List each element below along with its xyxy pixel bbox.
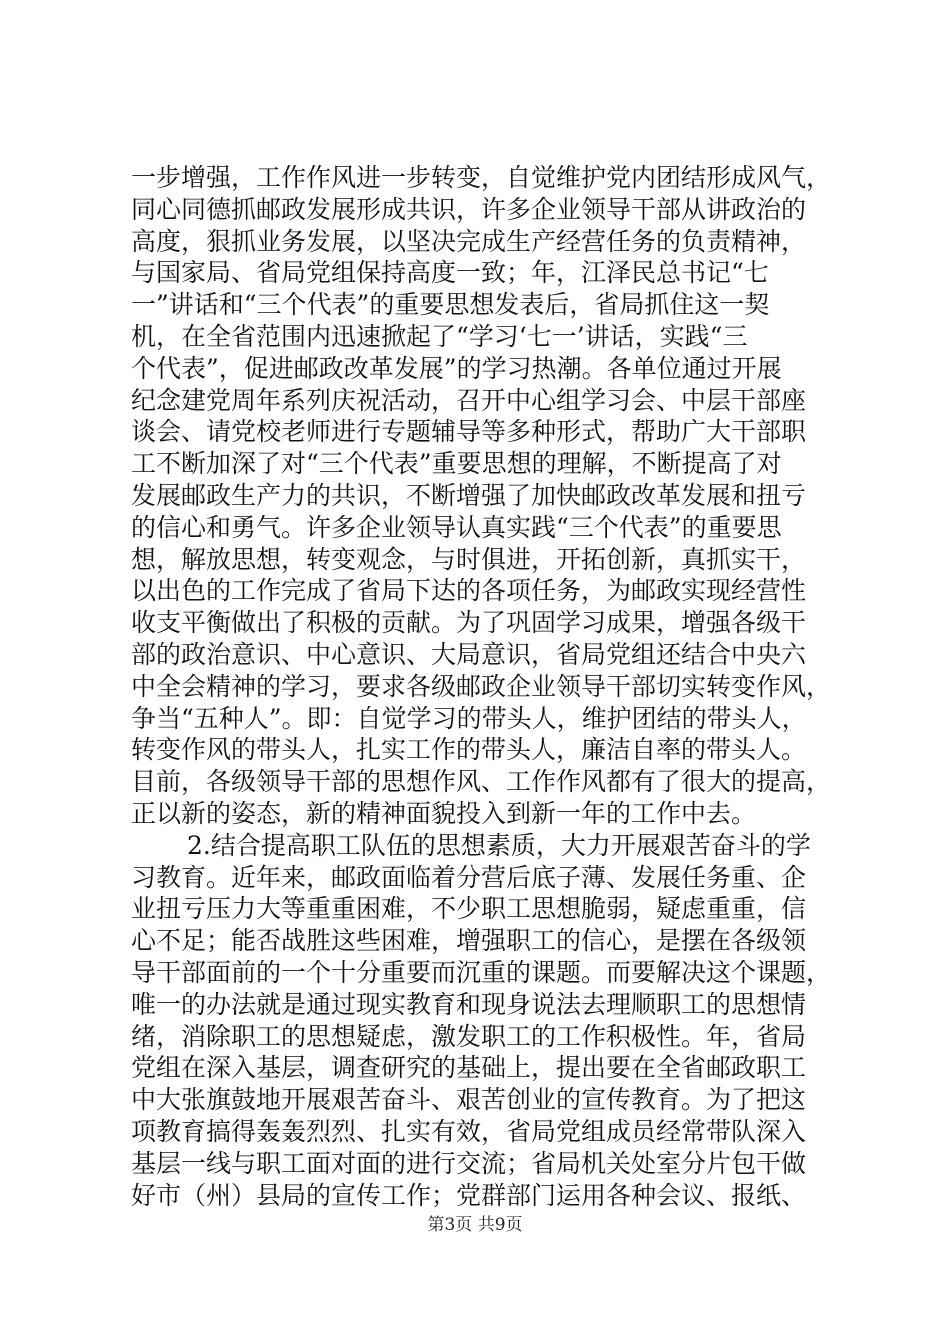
text-line: 工不断加深了对“三个代表”重要思想的理解，不断提高了对 xyxy=(131,449,782,479)
text-line: 部的政治意识、中心意识、大局意识，省局党组还结合中央六 xyxy=(131,639,807,669)
text-line: 导干部面前的一个十分重要而沉重的课题。而要解决这个课题， xyxy=(131,957,832,987)
text-line: 发展邮政生产力的共识，不断增强了加快邮政改革发展和扭亏 xyxy=(131,480,807,510)
text-line: 党组在深入基层，调查研究的基础上，提出要在全省邮政职工 xyxy=(131,1053,807,1083)
text-line: 的信心和勇气。许多企业领导认真实践“三个代表”的重要思 xyxy=(131,512,782,542)
text-line: 想，解放思想，转变观念，与时俱进，开拓创新，真抓实干， xyxy=(131,544,807,574)
text-line: 中大张旗鼓地开展艰苦奋斗、艰苦创业的宣传教育。为了把这 xyxy=(131,1085,807,1115)
text-line: 机，在全省范围内迅速掀起了“学习‘七一’讲话，实践“三 xyxy=(131,321,748,351)
page-number-footer: 第3页 共9页 xyxy=(427,1215,523,1235)
text-line: 唯一的办法就是通过现实教育和现身说法去理顺职工的思想情 xyxy=(131,989,807,1019)
body-text xyxy=(131,162,831,1211)
text-line: 基层一线与职工面对面的进行交流；省局机关处室分片包干做 xyxy=(131,1148,807,1178)
text-line: 业扭亏压力大等重重困难，不少职工思想脆弱，疑虑重重，信 xyxy=(131,894,807,924)
text-line: 同心同德抓邮政发展形成共识，许多企业领导干部从讲政治的 xyxy=(131,194,807,224)
text-line: 好市（州）县局的宣传工作；党群部门运用各种会议、报纸、 xyxy=(131,1180,807,1210)
text-line: 习教育。近年来，邮政面临着分营后底子薄、发展任务重、企 xyxy=(131,862,807,892)
text-line: 目前，各级领导干部的思想作风、工作作风都有了很大的提高， xyxy=(131,767,832,797)
text-line: 一步增强，工作作风进一步转变，自觉维护党内团结形成风气， xyxy=(131,163,832,192)
text-line: 转变作风的带头人，扎实工作的带头人，廉洁自率的带头人。 xyxy=(131,735,807,765)
text-line: 纪念建党周年系列庆祝活动，召开中心组学习会、中层干部座 xyxy=(131,385,807,415)
text-line: 项教育搞得轰轰烈烈、扎实有效，省局党组成员经常带队深入 xyxy=(131,1116,807,1146)
text-line: 一”讲话和“三个代表”的重要思想发表后，省局抓住这一契 xyxy=(131,290,770,320)
text-line: 个代表”，促进邮政改革发展”的学习热潮。各单位通过开展 xyxy=(131,353,782,383)
text-line: 心不足；能否战胜这些困难，增强职工的信心，是摆在各级领 xyxy=(131,926,807,956)
text-line-paragraph-start: 2.结合提高职工队伍的思想素质，大力开展艰苦奋斗的学 xyxy=(187,830,811,860)
text-line: 与国家局、省局党组保持高度一致；年，江泽民总书记“七 xyxy=(131,258,769,288)
text-line: 谈会、请党校老师进行专题辅导等多种形式，帮助广大干部职 xyxy=(131,417,807,447)
text-line: 绪，消除职工的思想疑虑，激发职工的工作积极性。年，省局 xyxy=(131,1021,807,1051)
text-line: 正以新的姿态，新的精神面貌投入到新一年的工作中去。 xyxy=(131,798,757,828)
text-line: 中全会精神的学习，要求各级邮政企业领导干部切实转变作风， xyxy=(131,671,832,701)
text-line: 以出色的工作完成了省局下达的各项任务，为邮政实现经营性 xyxy=(131,576,807,606)
text-line: 高度，狠抓业务发展，以坚决完成生产经营任务的负责精神， xyxy=(131,226,807,256)
text-line: 争当“五种人”。即：自觉学习的带头人，维护团结的带头人， xyxy=(131,703,807,733)
text-line: 收支平衡做出了积极的贡献。为了巩固学习成果，增强各级干 xyxy=(131,608,807,638)
